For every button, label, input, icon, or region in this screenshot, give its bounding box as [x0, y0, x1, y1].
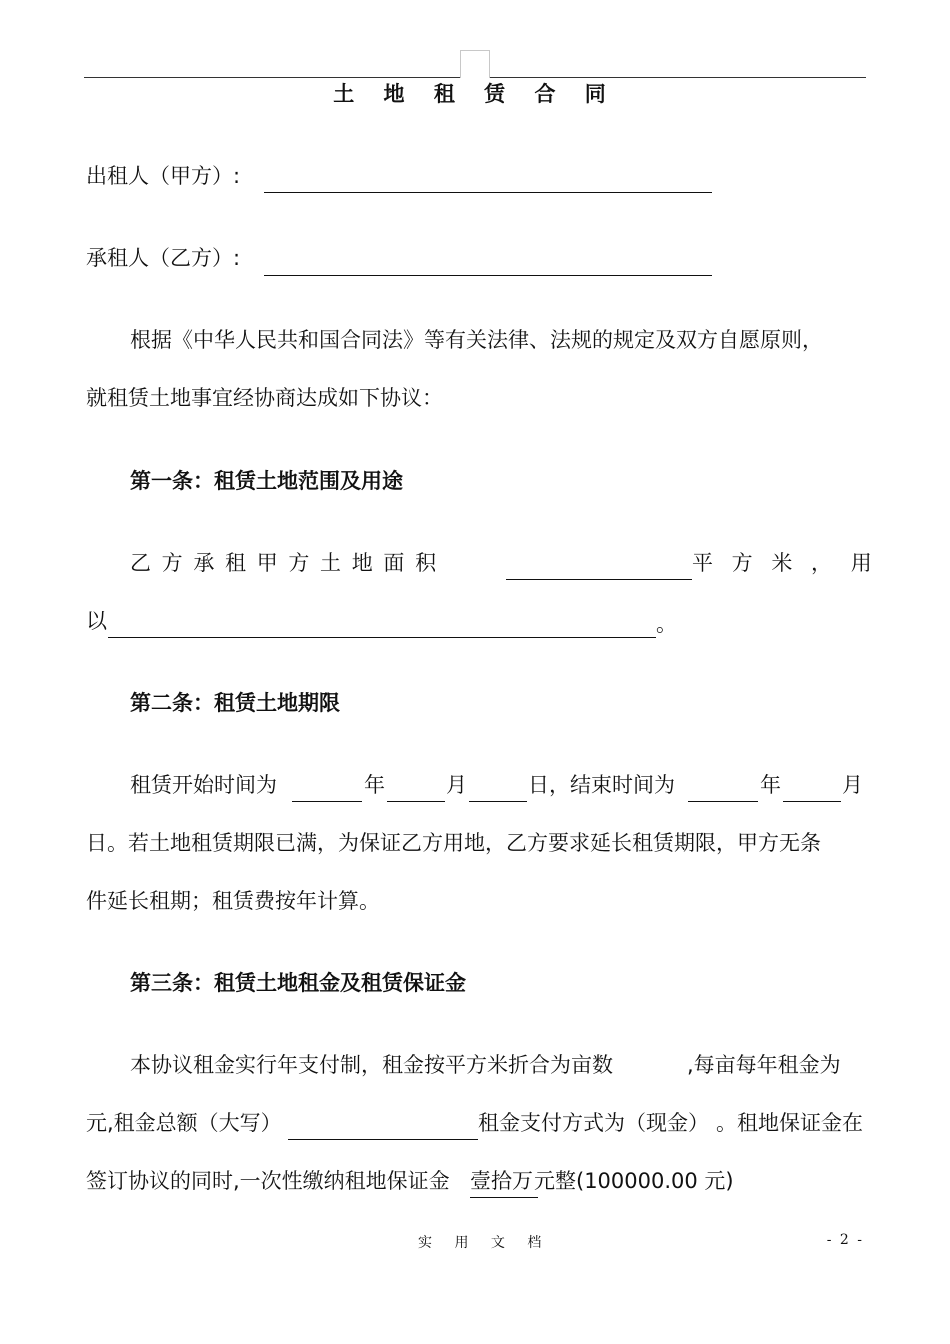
- article-1-prefix: 乙 方 承 租 甲 方 土 地 面 积: [130, 551, 439, 575]
- end-year-blank: [688, 801, 758, 802]
- article-3-line-3b: 元整(100000.00 元): [534, 1169, 734, 1193]
- area-blank: [506, 579, 692, 580]
- start-year-label: 年: [364, 773, 385, 797]
- article-3-line-2c: 。租地保证金在: [716, 1111, 863, 1135]
- party-b-label: 承租人（乙方）:: [86, 246, 241, 270]
- article-2-line-2: 日。若土地租赁期限已满，为保证乙方用地，乙方要求延长租赁期限，甲方无条: [86, 831, 821, 855]
- party-b-blank: [264, 275, 712, 276]
- day-end-label: 日，结束时间为: [528, 773, 675, 797]
- article-1-unit: 平 方 米 ， 用: [692, 551, 878, 575]
- end-month-blank: [783, 801, 841, 802]
- header-marker: [460, 50, 490, 78]
- article-3-line-1a: 本协议租金实行年支付制，租金按平方米折合为亩数: [130, 1053, 613, 1077]
- article-3-line-2a: 元,租金总额（大写）: [86, 1111, 282, 1135]
- article-2-line-3: 件延长租期；租赁费按年计算。: [86, 889, 380, 913]
- end-month-label: 月: [842, 773, 863, 797]
- start-prefix: 租赁开始时间为: [130, 773, 277, 797]
- article-3-line-1b: ,每亩每年租金为: [687, 1053, 841, 1077]
- usage-blank: [108, 637, 656, 638]
- intro-line-1: 根据《中华人民共和国合同法》等有关法律、法规的规定及双方自愿原则，: [130, 328, 823, 352]
- deposit-amount-underline: [470, 1197, 538, 1198]
- article-3-heading: 第三条：租赁土地租金及租赁保证金: [130, 971, 466, 995]
- start-day-blank: [469, 801, 527, 802]
- footer-label: 实 用 文 档: [418, 1235, 551, 1251]
- page-number: - 2 -: [826, 1232, 864, 1248]
- start-month-label: 月: [446, 773, 467, 797]
- intro-line-2: 就租赁土地事宜经协商达成如下协议：: [86, 386, 443, 410]
- article-1-line2-prefix: 以: [86, 609, 107, 633]
- article-3-line-2b: 租金支付方式为（现金）: [478, 1111, 709, 1135]
- article-1-line2-end: 。: [656, 612, 677, 636]
- deposit-amount-underlined: 壹拾万: [470, 1169, 533, 1193]
- article-2-heading: 第二条：租赁土地期限: [130, 691, 340, 715]
- start-year-blank: [292, 801, 362, 802]
- article-3-line-3a: 签订协议的同时,一次性缴纳租地保证金: [86, 1169, 450, 1193]
- end-year-label: 年: [760, 773, 781, 797]
- party-a-label: 出租人（甲方）:: [86, 164, 241, 188]
- party-a-blank: [264, 192, 712, 193]
- article-1-heading: 第一条：租赁土地范围及用途: [130, 469, 403, 493]
- start-month-blank: [387, 801, 445, 802]
- document-title: 土 地 租 赁 合 同: [333, 82, 617, 106]
- total-rent-blank: [288, 1139, 478, 1140]
